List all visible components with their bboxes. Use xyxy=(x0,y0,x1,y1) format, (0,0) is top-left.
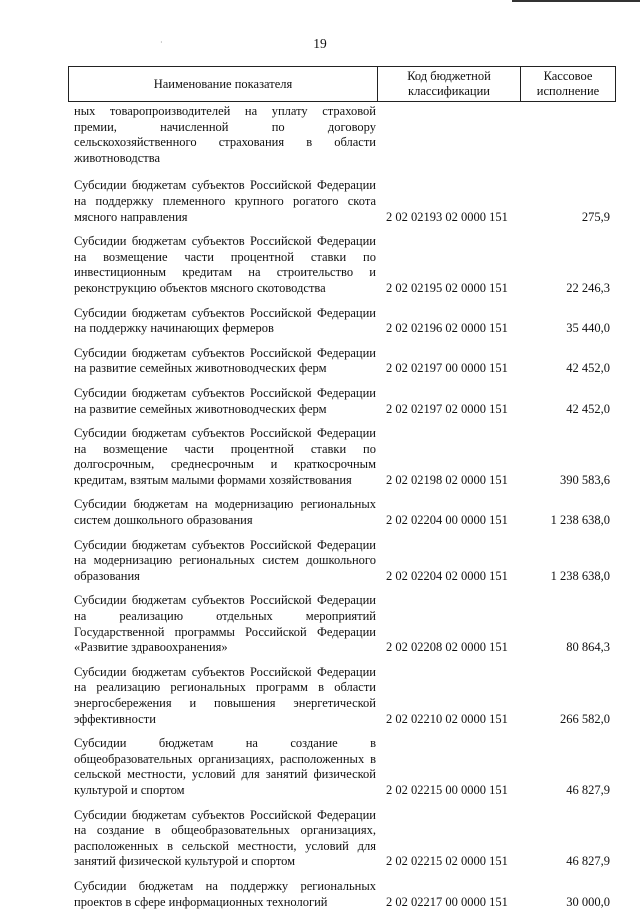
header-name: Наименование показателя xyxy=(69,67,378,101)
table-row xyxy=(74,736,614,798)
row-name: Субсидии бюджетам субъектов Российской Федерации на развитие семейных животноводческих ферм xyxy=(74,345,376,376)
corner-line xyxy=(512,0,640,2)
row-value: 390 583,6 xyxy=(560,472,610,487)
row-value: 1 238 638,0 xyxy=(550,568,610,583)
row-value: 46 827,9 xyxy=(566,782,610,797)
table-row xyxy=(74,426,614,488)
row-value: 30 000,0 xyxy=(566,894,610,909)
row-code: 2 02 02208 02 0000 151 xyxy=(386,640,508,655)
row-name: Субсидии бюджетам на создание в общеобразовательных организациях, расположенных в сельской местности, условий для занятий физической культурой и спортом xyxy=(74,736,376,797)
row-name: ных товаропроизводителей на уплату страховой премии, начисленной по договору сельскохозяйственного страхования в области животноводства xyxy=(74,104,376,165)
row-code: 2 02 02195 02 0000 151 xyxy=(386,280,508,295)
row-code: 2 02 02204 02 0000 151 xyxy=(386,568,508,583)
row-code: 2 02 02193 02 0000 151 xyxy=(386,209,508,224)
table-row xyxy=(74,386,614,417)
table-row xyxy=(74,808,614,870)
row-code: 2 02 02215 02 0000 151 xyxy=(386,854,508,869)
row-code: 2 02 02197 00 0000 151 xyxy=(386,361,508,376)
row-code: 2 02 02204 00 0000 151 xyxy=(386,513,508,528)
row-value: 42 452,0 xyxy=(566,361,610,376)
table-row xyxy=(74,497,614,528)
row-name: Субсидии бюджетам на поддержку региональных проектов в сфере информационных технологий xyxy=(74,878,376,909)
table-row xyxy=(74,104,614,166)
row-code: 2 02 02197 02 0000 151 xyxy=(386,401,508,416)
row-name: Субсидии бюджетам субъектов Российской Федерации на развитие семейных животноводческих ферм xyxy=(74,385,376,416)
table-row xyxy=(74,306,614,337)
row-value: 80 864,3 xyxy=(566,640,610,655)
table-row xyxy=(74,178,614,225)
scan-dot: · xyxy=(160,38,163,47)
row-code: 2 02 02196 02 0000 151 xyxy=(386,321,508,336)
row-name: Субсидии бюджетам субъектов Российской Федерации на создание в общеобразовательных организациях, расположенных в сельской местности, условий для занятий физической культурой и спортом xyxy=(74,807,376,869)
row-name: Субсидии бюджетам субъектов Российской Федерации на возмещение части процентной ставки по долгосрочным, среднесрочным и краткосрочным кредитам, взятым малыми формами хозяйствования xyxy=(74,426,376,487)
row-value: 275,9 xyxy=(581,209,610,224)
row-code: 2 02 02217 00 0000 151 xyxy=(386,894,508,909)
row-code: 2 02 02215 00 0000 151 xyxy=(386,782,508,797)
table-row xyxy=(74,665,614,727)
table-header xyxy=(68,66,616,102)
table-row xyxy=(74,593,614,655)
row-code: 2 02 02198 02 0000 151 xyxy=(386,472,508,487)
row-value: 266 582,0 xyxy=(560,711,610,726)
table-row xyxy=(74,538,614,585)
table-row xyxy=(74,346,614,377)
row-value: 35 440,0 xyxy=(566,321,610,336)
row-name: Субсидии бюджетам субъектов Российской Федерации на поддержку начинающих фермеров xyxy=(74,305,376,336)
row-value: 46 827,9 xyxy=(566,854,610,869)
row-name: Субсидии бюджетам субъектов Российской Федерации на поддержку племенного крупного рогатого скота мясного направления xyxy=(74,178,376,224)
header-code: Код бюджетной классификации xyxy=(378,67,521,101)
row-value: 42 452,0 xyxy=(566,401,610,416)
table-row xyxy=(74,234,614,296)
row-code: 2 02 02210 02 0000 151 xyxy=(386,711,508,726)
row-value: 1 238 638,0 xyxy=(550,513,610,528)
header-execution: Кассовое исполнение xyxy=(536,69,600,98)
table-body xyxy=(74,104,614,919)
table-row xyxy=(74,879,614,910)
row-name: Субсидии бюджетам субъектов Российской Федерации на модернизацию региональных систем дошкольного образования xyxy=(74,537,376,583)
page-number: 19 xyxy=(313,36,327,51)
row-name: Субсидии бюджетам субъектов Российской Федерации на реализацию региональных программ в области энергосбережения и повышения энергетической эффективности xyxy=(74,664,376,726)
row-name: Субсидии бюджетам субъектов Российской Федерации на возмещение части процентной ставки по инвестиционным кредитам на строительство и реконструкцию объектов мясного скотоводства xyxy=(74,234,376,295)
row-name: Субсидии бюджетам на модернизацию региональных систем дошкольного образования xyxy=(74,497,376,528)
row-name: Субсидии бюджетам субъектов Российской Федерации на реализацию отдельных мероприятий Государственной программы Российской Федерации «Развитие здравоохранения» xyxy=(74,593,376,655)
row-value: 22 246,3 xyxy=(566,280,610,295)
